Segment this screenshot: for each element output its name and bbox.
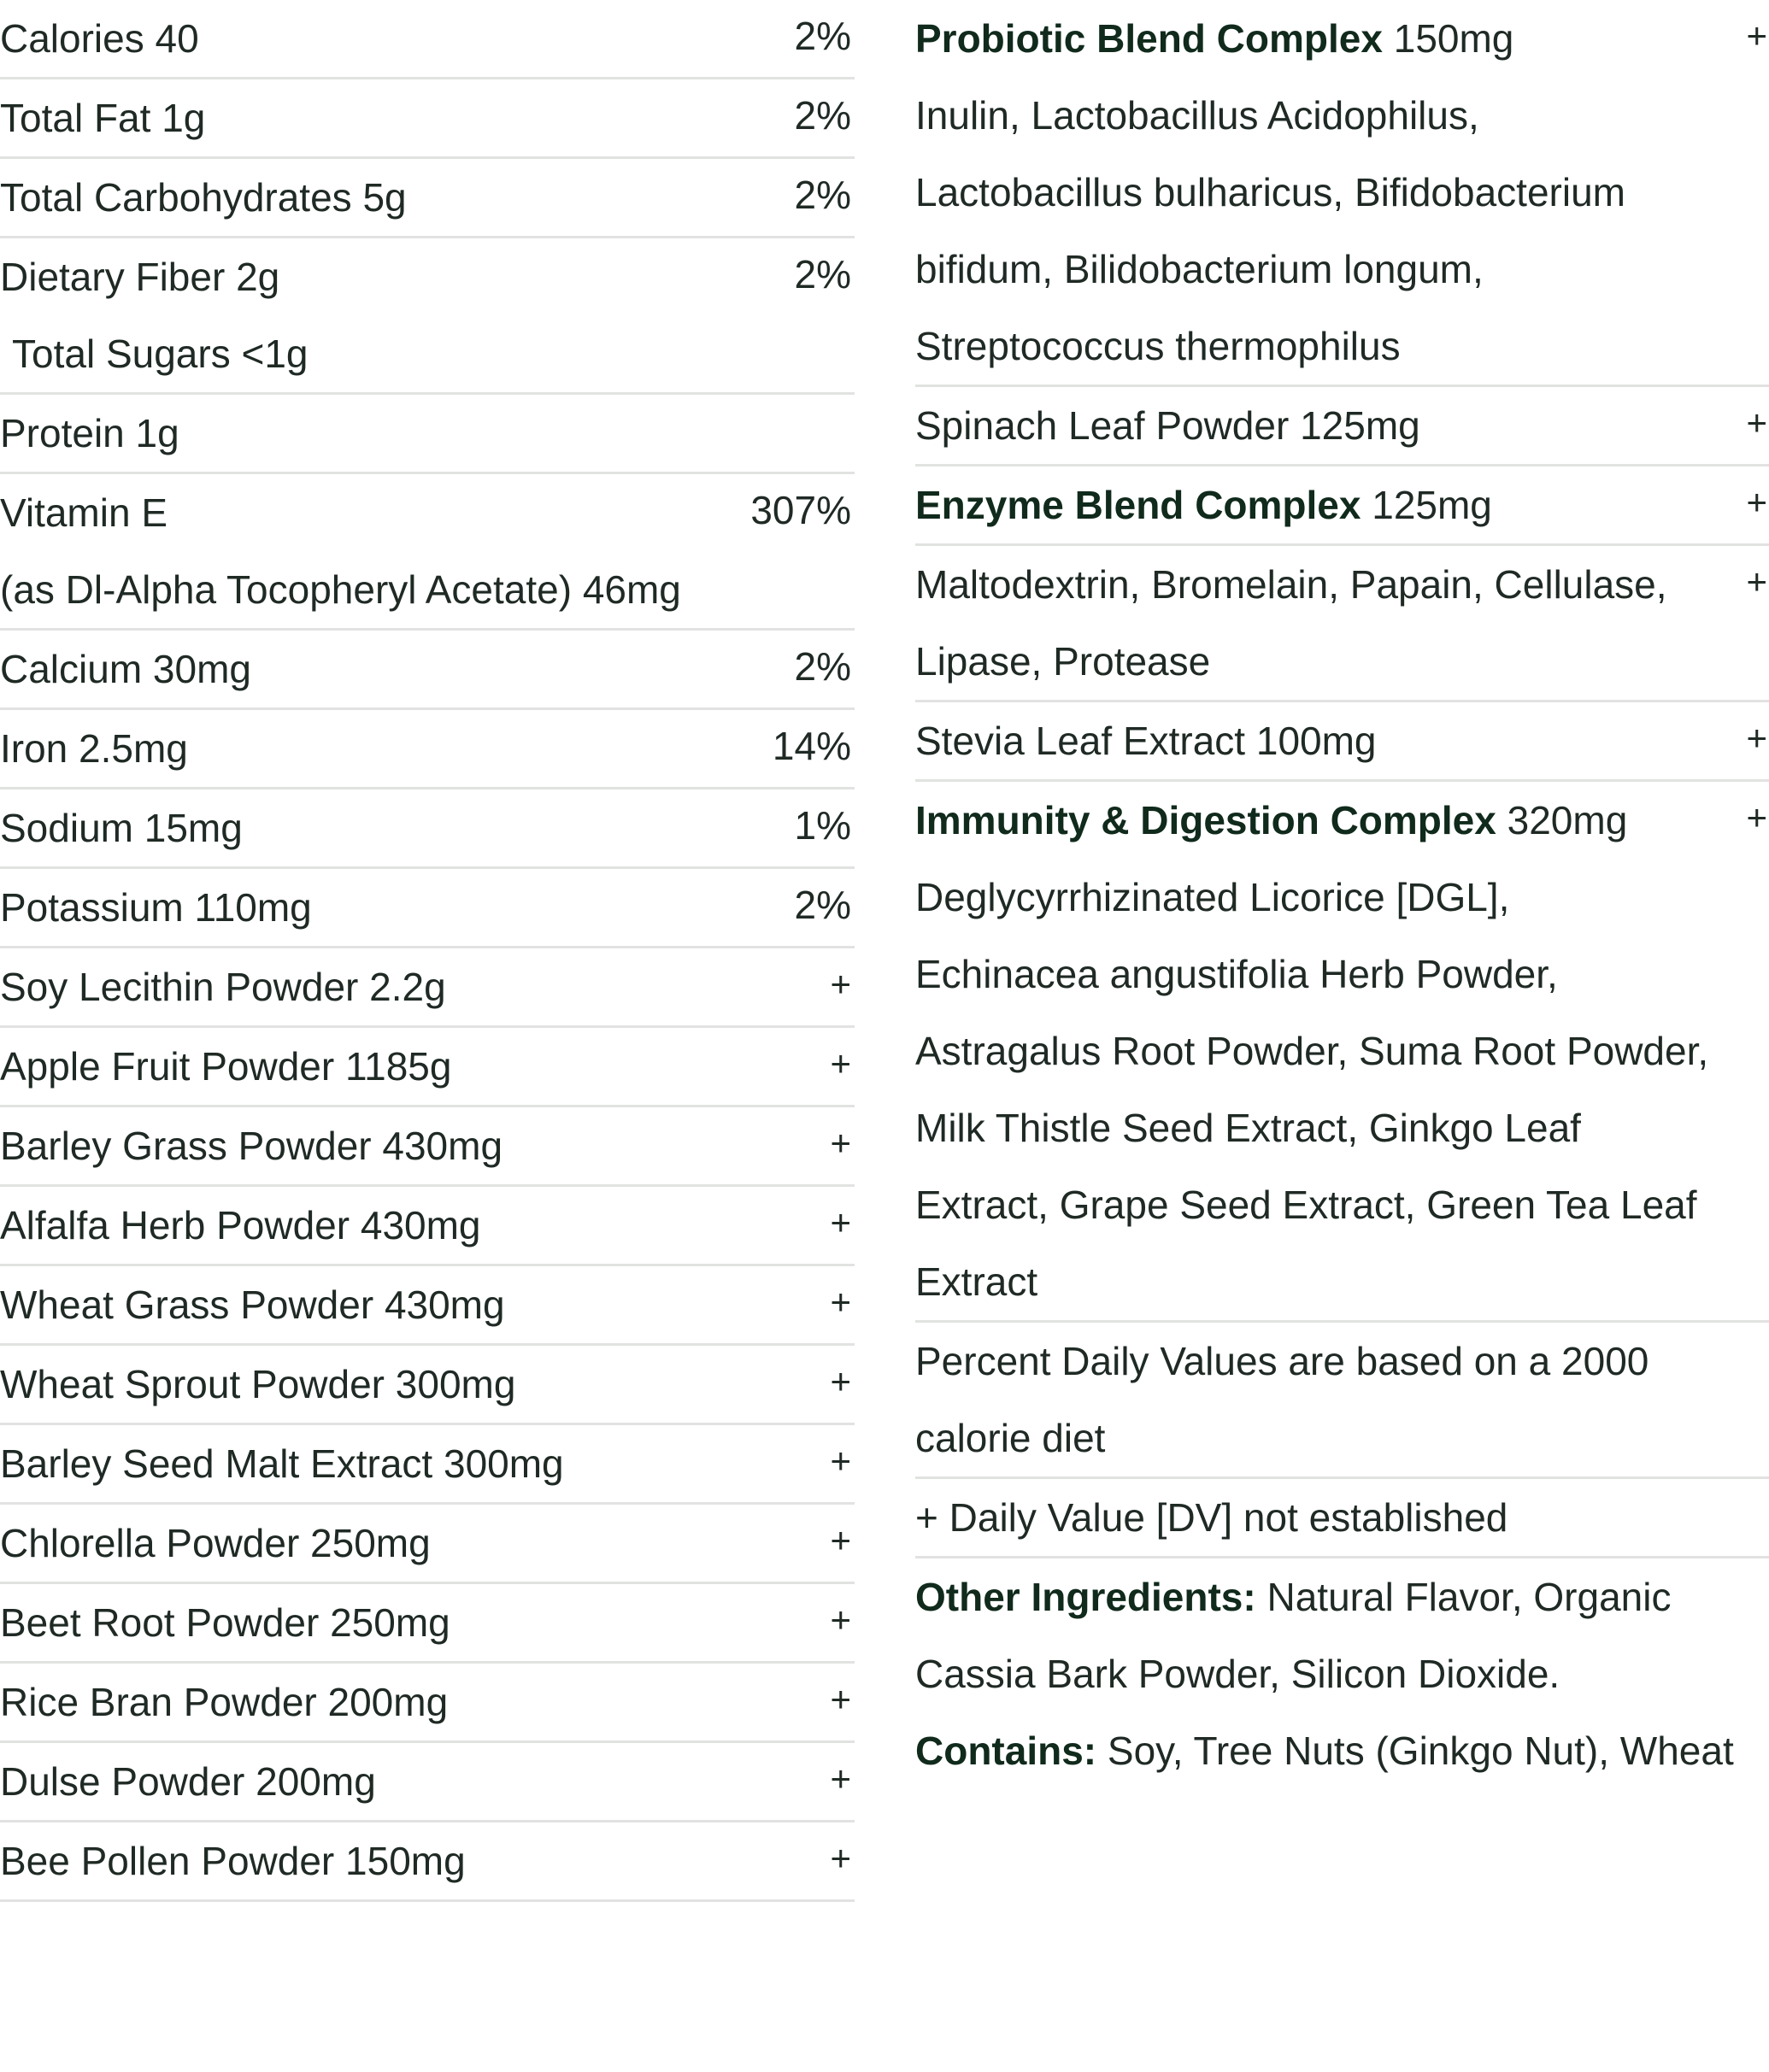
nutrient-row — [0, 789, 855, 869]
nutrient-row — [0, 1743, 855, 1823]
immunity-ingredients-line: Astragalus Root Powder, Suma Root Powder, — [915, 1029, 1709, 1073]
dv-not-established-mark: + — [830, 1282, 851, 1322]
nutrient-row — [0, 1823, 855, 1902]
supplement-facts-right-column — [915, 0, 1769, 1789]
probiotic-ingredients-line: bifidum, Bilidobacterium longum, — [915, 247, 1484, 291]
other-ingredients — [915, 1558, 1769, 1712]
enzyme-ingredients-line: Maltodextrin, Bromelain, Papain, Cellulase, — [915, 562, 1667, 607]
daily-value-percent: 2% — [794, 93, 851, 138]
note-line: + Daily Value [DV] not established — [915, 1495, 1508, 1540]
stevia-row — [915, 702, 1769, 782]
nutrient-label: Calories 40 — [0, 16, 199, 61]
nutrient-label: Soy Lecithin Powder 2.2g — [0, 965, 446, 1009]
nutrient-row — [0, 710, 855, 789]
immunity-ingredients-line: Milk Thistle Seed Extract, Ginkgo Leaf — [915, 1106, 1581, 1150]
nutrient-label: Barley Grass Powder 430mg — [0, 1124, 503, 1168]
nutrient-label: Wheat Sprout Powder 300mg — [0, 1362, 516, 1406]
immunity-ingredients-line: Extract, Grape Seed Extract, Green Tea Leaf — [915, 1183, 1697, 1227]
nutrient-label: Apple Fruit Powder 1185g — [0, 1044, 452, 1089]
nutrient-label: Iron 2.5mg — [0, 726, 188, 771]
nutrient-row — [0, 1028, 855, 1107]
dv-not-established-mark: + — [1746, 797, 1767, 837]
nutrient-row — [0, 631, 855, 710]
daily-value-percent: 2% — [794, 252, 851, 296]
nutrient-label: Alfalfa Herb Powder 430mg — [0, 1203, 481, 1247]
percent-daily-value-note — [915, 1323, 1769, 1479]
ingredient-label: Spinach Leaf Powder 125mg — [915, 403, 1420, 448]
nutrient-label: Potassium 110mg — [0, 885, 312, 930]
daily-value-percent: 2% — [794, 644, 851, 689]
nutrient-label: Beet Root Powder 250mg — [0, 1600, 450, 1645]
other-ingredients-label: Other Ingredients: — [915, 1575, 1256, 1619]
immunity-ingredients-line: Deglycyrrhizinated Licorice [DGL], — [915, 875, 1510, 919]
daily-value-percent: 2% — [794, 14, 851, 58]
nutrient-sublabel: (as Dl-Alpha Tocopheryl Acetate) 46mg — [0, 567, 681, 612]
daily-value-percent: 1% — [794, 803, 851, 848]
dv-not-established-mark: + — [830, 1043, 851, 1083]
nutrient-label: Protein 1g — [0, 411, 179, 455]
probiotic-ingredients-line: Lactobacillus bulharicus, Bifidobacterium — [915, 170, 1625, 214]
probiotic-ingredients-line: Inulin, Lactobacillus Acidophilus, — [915, 93, 1479, 138]
note-line: calorie diet — [915, 1416, 1106, 1460]
nutrient-label: Calcium 30mg — [0, 647, 251, 691]
note-line: Percent Daily Values are based on a 2000 — [915, 1339, 1649, 1383]
nutrient-row — [0, 1425, 855, 1505]
nutrient-row — [0, 79, 855, 159]
dv-not-established-mark: + — [830, 1599, 851, 1640]
daily-value-percent: 2% — [794, 883, 851, 927]
dv-not-established-mark: + — [1746, 482, 1767, 522]
dv-not-established-note — [915, 1479, 1769, 1558]
dv-not-established-mark: + — [830, 1679, 851, 1719]
spinach-row — [915, 387, 1769, 467]
nutrient-row — [0, 948, 855, 1028]
daily-value-percent: 14% — [772, 724, 851, 768]
immunity-digestion-heading: Immunity & Digestion Complex 320mg — [915, 798, 1628, 842]
probiotic-ingredients-line: Streptococcus thermophilus — [915, 324, 1401, 368]
probiotic-blend-heading: Probiotic Blend Complex 150mg — [915, 16, 1514, 61]
dv-not-established-mark: + — [830, 1520, 851, 1560]
dv-not-established-mark: + — [830, 1123, 851, 1163]
nutrient-row — [0, 1584, 855, 1664]
nutrient-row — [0, 238, 855, 395]
nutrient-label: Rice Bran Powder 200mg — [0, 1680, 449, 1724]
nutrient-label: Vitamin E — [0, 490, 168, 535]
dv-not-established-mark: + — [1746, 402, 1767, 443]
nutrient-label: Chlorella Powder 250mg — [0, 1521, 431, 1565]
nutrient-label: Dulse Powder 200mg — [0, 1759, 376, 1804]
other-ingredients-line: Other Ingredients: Natural Flavor, Organic — [915, 1575, 1672, 1619]
dv-not-established-mark: + — [1746, 15, 1767, 56]
enzyme-blend-row — [915, 467, 1769, 546]
nutrient-row — [0, 1505, 855, 1584]
nutrient-label: Total Carbohydrates 5g — [0, 175, 407, 220]
dv-not-established-mark: + — [830, 1758, 851, 1799]
dv-not-established-mark: + — [830, 1838, 851, 1878]
immunity-digestion-row — [915, 782, 1769, 1323]
dv-not-established-mark: + — [1746, 718, 1767, 758]
enzyme-blend-heading: Enzyme Blend Complex 125mg — [915, 483, 1492, 527]
enzyme-ingredients-row — [915, 546, 1769, 702]
nutrient-label: Total Fat 1g — [0, 96, 206, 140]
dv-not-established-mark: + — [830, 964, 851, 1004]
nutrient-row — [0, 1664, 855, 1743]
nutrient-row — [0, 1346, 855, 1425]
nutrient-row — [0, 395, 855, 474]
nutrient-row — [0, 159, 855, 238]
nutrient-label: Bee Pollen Powder 150mg — [0, 1839, 466, 1883]
daily-value-percent: 2% — [794, 173, 851, 217]
dv-not-established-mark: + — [830, 1202, 851, 1242]
nutrient-row — [0, 1266, 855, 1346]
nutrient-row — [0, 869, 855, 948]
daily-value-percent: 307% — [750, 488, 851, 532]
nutrient-row — [0, 474, 855, 631]
supplement-facts-left-column — [0, 0, 855, 1902]
immunity-ingredients-line: Echinacea angustifolia Herb Powder, — [915, 952, 1558, 996]
nutrient-sublabel: Total Sugars <1g — [12, 332, 309, 376]
dv-not-established-mark: + — [1746, 561, 1767, 602]
nutrient-label: Wheat Grass Powder 430mg — [0, 1283, 505, 1327]
ingredient-label: Stevia Leaf Extract 100mg — [915, 719, 1377, 763]
dv-not-established-mark: + — [830, 1441, 851, 1481]
enzyme-ingredients-line: Lipase, Protease — [915, 639, 1211, 684]
immunity-ingredients-line: Extract — [915, 1259, 1038, 1304]
allergen-contains — [915, 1712, 1769, 1789]
dv-not-established-mark: + — [830, 1361, 851, 1401]
nutrient-row — [0, 1187, 855, 1266]
nutrient-row — [0, 1107, 855, 1187]
nutrient-row — [0, 0, 855, 79]
nutrient-label: Dietary Fiber 2g — [0, 255, 280, 299]
contains-line: Contains: Soy, Tree Nuts (Ginkgo Nut), Wheat — [915, 1729, 1734, 1773]
other-ingredients-line: Cassia Bark Powder, Silicon Dioxide. — [915, 1652, 1560, 1696]
probiotic-blend-row — [915, 0, 1769, 387]
nutrient-label: Barley Seed Malt Extract 300mg — [0, 1441, 564, 1486]
nutrient-label: Sodium 15mg — [0, 806, 243, 850]
contains-label: Contains: — [915, 1729, 1097, 1773]
